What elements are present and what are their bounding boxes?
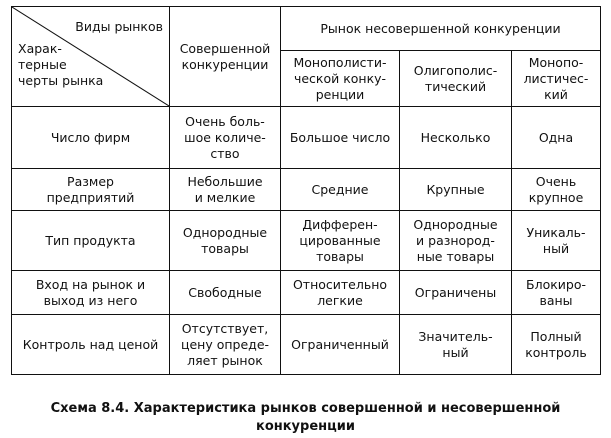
cell-monopolistic: Дифферен- цированные товары (281, 211, 400, 271)
market-comparison-table-wrap (11, 6, 600, 374)
cell-perfect: Очень боль- шое количе- ство (170, 107, 281, 169)
header-corner-cell (12, 7, 170, 107)
header-oligopolistic: Олигополис- тический (400, 51, 512, 107)
cell-monopolistic: Относительно легкие (281, 271, 400, 315)
cell-oligopolistic: Крупные (400, 169, 512, 211)
corner-label-market-features: Харак- терные черты рынка (18, 41, 104, 88)
cell-oligopolistic: Однородные и разнород- ные товары (400, 211, 512, 271)
header-row-1 (12, 7, 601, 51)
cell-monopolistic: Большое число (281, 107, 400, 169)
row-feature-label: Размер предприятий (12, 169, 170, 211)
cell-oligopolistic: Несколько (400, 107, 512, 169)
figure-caption: Схема 8.4. Характеристика рынков совершенной и несовершенной конкуренции (50, 401, 561, 434)
row-feature-label: Контроль над ценой (12, 315, 170, 375)
cell-monopoly: Одна (512, 107, 601, 169)
header-perfect-competition: Совершенной конкуренции (170, 7, 281, 107)
market-comparison-table (11, 6, 601, 375)
cell-monopoly: Полный контроль (512, 315, 601, 375)
cell-monopoly: Уникаль- ный (512, 211, 601, 271)
cell-oligopolistic: Ограничены (400, 271, 512, 315)
table-row (12, 271, 601, 315)
row-feature-label: Число фирм (12, 107, 170, 169)
cell-perfect: Небольшие и мелкие (170, 169, 281, 211)
cell-perfect: Свободные (170, 271, 281, 315)
table-row (12, 211, 601, 271)
corner-label-market-types: Виды рынков (75, 19, 163, 34)
row-feature-label: Вход на рынок и выход из него (12, 271, 170, 315)
table-row (12, 107, 601, 169)
cell-oligopolistic: Значитель- ный (400, 315, 512, 375)
row-feature-label: Тип продукта (12, 211, 170, 271)
cell-perfect: Отсутствует, цену опреде- ляет рынок (170, 315, 281, 375)
header-monopolistic: Монополисти- ческой конку- ренции (281, 51, 400, 107)
cell-perfect: Однородные товары (170, 211, 281, 271)
header-monopoly: Монопо- листичес- кий (512, 51, 601, 107)
cell-monopolistic: Ограниченный (281, 315, 400, 375)
table-row (12, 169, 601, 211)
header-imperfect-competition: Рынок несовершенной конкуренции (281, 7, 601, 51)
table-row (12, 315, 601, 375)
cell-monopoly: Блокиро- ваны (512, 271, 601, 315)
cell-monopoly: Очень крупное (512, 169, 601, 211)
cell-monopolistic: Средние (281, 169, 400, 211)
